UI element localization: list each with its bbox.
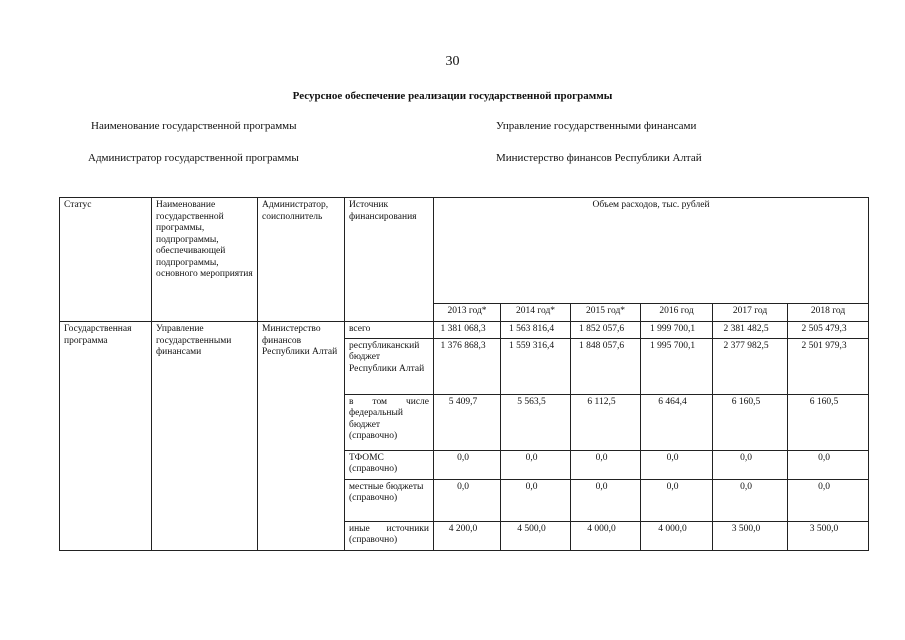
resource-table <box>59 197 869 551</box>
value-cell: 0,0 <box>641 450 713 479</box>
program-name-value: Управление государственными финансами <box>496 120 697 132</box>
value-cell: 0,0 <box>641 479 713 521</box>
value-cell: 0,0 <box>788 479 869 521</box>
document-title: Ресурсное обеспечение реализации государственной программы <box>292 90 613 102</box>
value-cell: 1 376 868,3 <box>434 338 501 394</box>
source-cell-rest: федеральный бюджет (справочно) <box>349 408 403 441</box>
value-cell: 0,0 <box>713 450 788 479</box>
program-name-label: Наименование государственной программы <box>91 120 297 132</box>
source-cell-first-line: иные источники <box>349 523 429 534</box>
value-cell: 3 500,0 <box>788 521 869 550</box>
year-header: 2014 год* <box>501 304 571 322</box>
value-cell: 6 112,5 <box>571 394 641 450</box>
year-header: 2017 год <box>713 304 788 322</box>
value-cell: 2 505 479,3 <box>788 322 869 339</box>
value-cell: 5 409,7 <box>434 394 501 450</box>
source-cell <box>345 394 434 450</box>
value-cell: 0,0 <box>501 450 571 479</box>
header-source: Источник финансирования <box>345 198 434 322</box>
value-cell: 4 000,0 <box>571 521 641 550</box>
value-cell: 3 500,0 <box>713 521 788 550</box>
program-admin-label: Администратор государственной программы <box>88 152 299 164</box>
status-cell: Государственная программа <box>60 322 152 551</box>
value-cell: 0,0 <box>571 450 641 479</box>
value-cell: 1 381 068,3 <box>434 322 501 339</box>
value-cell: 6 464,4 <box>641 394 713 450</box>
header-expenses: Объем расходов, тыс. рублей <box>434 198 869 304</box>
value-cell: 2 501 979,3 <box>788 338 869 394</box>
source-cell-rest: (справочно) <box>349 535 398 545</box>
value-cell: 4 200,0 <box>434 521 501 550</box>
page-number: 30 <box>445 54 460 69</box>
value-cell: 0,0 <box>501 479 571 521</box>
value-cell: 4 000,0 <box>641 521 713 550</box>
value-cell: 6 160,5 <box>713 394 788 450</box>
source-cell: республиканский бюджет Республики Алтай <box>345 338 434 394</box>
source-cell: ТФОМС (справочно) <box>345 450 434 479</box>
value-cell: 1 852 057,6 <box>571 322 641 339</box>
year-header: 2016 год <box>641 304 713 322</box>
source-cell <box>345 521 434 550</box>
year-header: 2013 год* <box>434 304 501 322</box>
admin-cell: Министерство финансов Республики Алтай <box>258 322 345 551</box>
value-cell: 2 381 482,5 <box>713 322 788 339</box>
value-cell: 0,0 <box>434 450 501 479</box>
value-cell: 1 848 057,6 <box>571 338 641 394</box>
value-cell: 1 559 316,4 <box>501 338 571 394</box>
value-cell: 0,0 <box>713 479 788 521</box>
table-row <box>60 322 869 339</box>
source-cell: местные бюджеты (справочно) <box>345 479 434 521</box>
source-cell: всего <box>345 322 434 339</box>
program-name-cell: Управление государственными финансами <box>152 322 258 551</box>
value-cell: 5 563,5 <box>501 394 571 450</box>
value-cell: 0,0 <box>571 479 641 521</box>
value-cell: 2 377 982,5 <box>713 338 788 394</box>
year-header: 2018 год <box>788 304 869 322</box>
year-header: 2015 год* <box>571 304 641 322</box>
header-admin: Администратор, соисполнитель <box>258 198 345 322</box>
value-cell: 0,0 <box>434 479 501 521</box>
value-cell: 4 500,0 <box>501 521 571 550</box>
header-name: Наименование государственной программы, подпрограммы, обеспечивающей подпрограммы, основного мероприятия <box>152 198 258 322</box>
source-cell-first-line: в том числе <box>349 396 429 407</box>
value-cell: 0,0 <box>788 450 869 479</box>
program-admin-value: Министерство финансов Республики Алтай <box>496 152 702 164</box>
value-cell: 1 995 700,1 <box>641 338 713 394</box>
value-cell: 1 999 700,1 <box>641 322 713 339</box>
header-status: Статус <box>60 198 152 322</box>
value-cell: 1 563 816,4 <box>501 322 571 339</box>
value-cell: 6 160,5 <box>788 394 869 450</box>
